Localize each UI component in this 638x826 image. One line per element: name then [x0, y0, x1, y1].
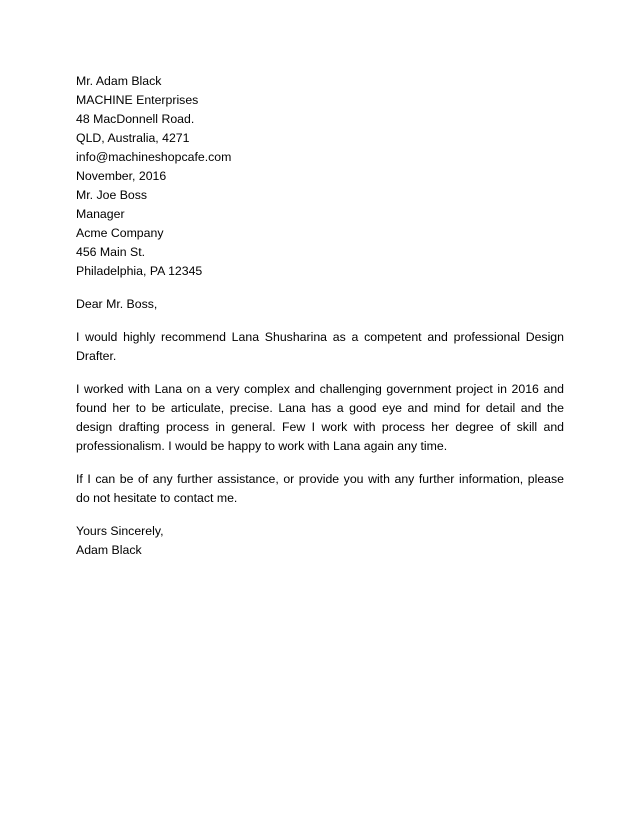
signature-name: Adam Black — [76, 543, 142, 557]
body-paragraph: If I can be of any further assistance, or provide you with any further information, please do not hesitate to contact me. — [76, 472, 564, 505]
sender-region: QLD, Australia, 4271 — [76, 131, 190, 145]
closing-block — [76, 522, 564, 560]
spacer — [76, 366, 564, 380]
letter-date: November, 2016 — [76, 169, 167, 183]
spacer — [76, 314, 564, 328]
body-paragraph: I worked with Lana on a very complex and challenging government project in 2016 and found her to be articulate, precise. Lana has a good eye and mind for detail and the design drafting process in general. Few I work with process her degree of skill and professionalism. I would be happy to work with Lana again any time. — [76, 382, 564, 453]
sender-email: info@machineshopcafe.com — [76, 150, 232, 164]
letter-page — [76, 72, 564, 560]
salutation: Dear Mr. Boss, — [76, 297, 158, 311]
recipient-street: 456 Main St. — [76, 245, 146, 259]
recipient-company: Acme Company — [76, 226, 164, 240]
sender-address-block — [76, 72, 564, 186]
spacer — [76, 456, 564, 470]
sender-street: 48 MacDonnell Road. — [76, 112, 195, 126]
recipient-city: Philadelphia, PA 12345 — [76, 264, 203, 278]
body-paragraph: I would highly recommend Lana Shusharina as a competent and professional Design Drafter. — [76, 330, 564, 363]
closing-phrase: Yours Sincerely, — [76, 524, 164, 538]
spacer — [76, 281, 564, 295]
recipient-title: Manager — [76, 207, 125, 221]
spacer — [76, 508, 564, 522]
sender-company: MACHINE Enterprises — [76, 93, 199, 107]
recipient-name: Mr. Joe Boss — [76, 188, 148, 202]
recipient-address-block — [76, 186, 564, 281]
sender-name: Mr. Adam Black — [76, 74, 162, 88]
